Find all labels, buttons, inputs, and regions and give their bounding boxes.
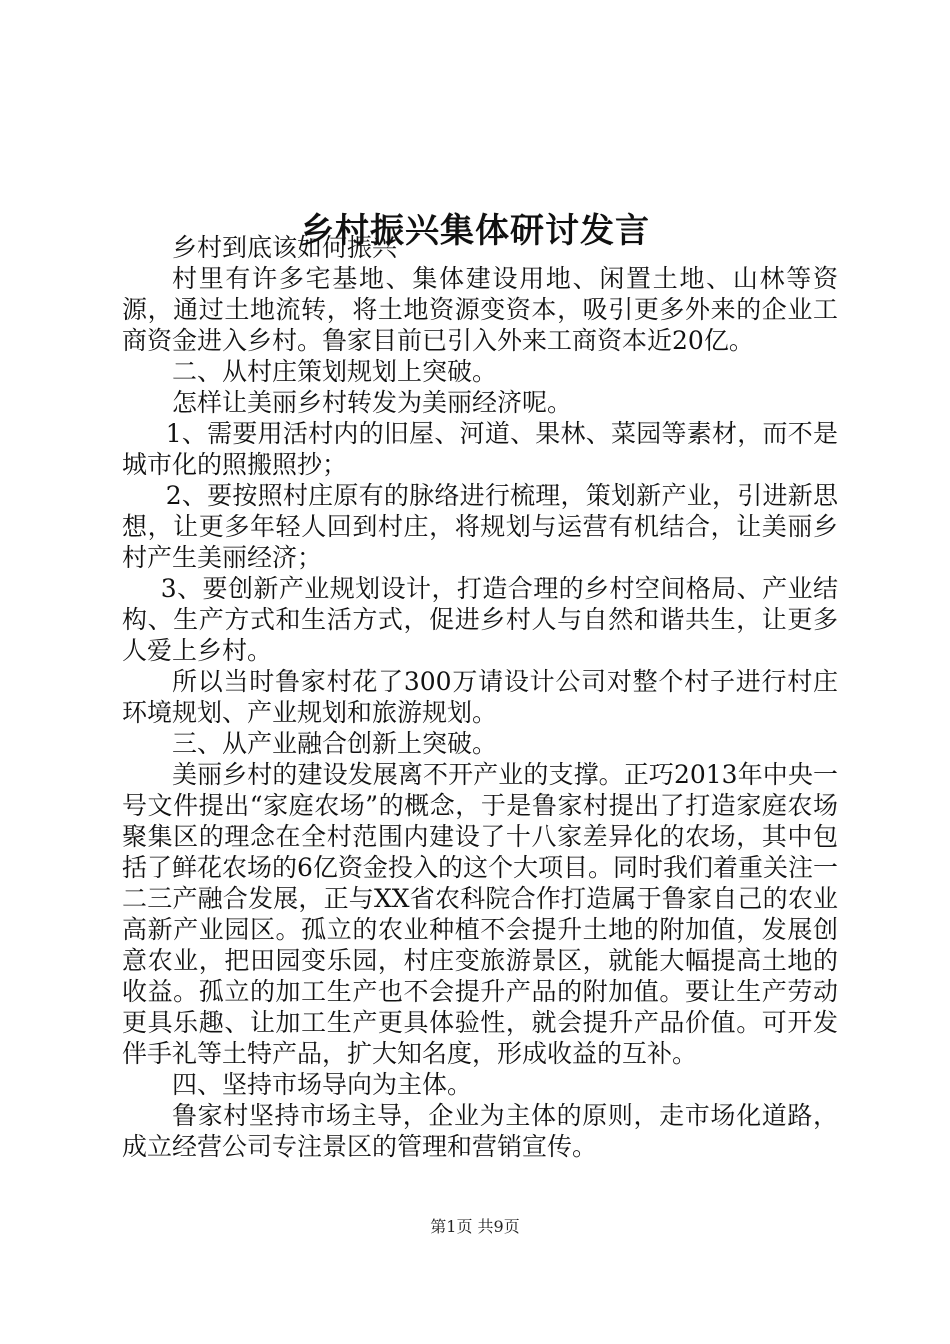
paragraph: 村里有许多宅基地、集体建设用地、闲置土地、山林等资源，通过土地流转，将土地资源变资本，吸引更多外来的企业工商资金进入乡村。鲁家目前已引入外来工商资本近20亿。 <box>122 264 838 355</box>
paragraph: 二、从村庄策划规划上突破。 <box>172 357 498 386</box>
paragraph: 乡村到底该如何振兴 <box>172 233 398 262</box>
paragraph: 2、要按照村庄原有的脉络进行梳理，策划新产业，引进新思想，让更多年轻人回到村庄，将规划与运营有机结合，让美丽乡村产生美丽经济； <box>122 481 838 572</box>
paragraph: 3、要创新产业规划设计，打造合理的乡村空间格局、产业结构、生产方式和生活方式，促进乡村人与自然和谐共生，让更多人爱上乡村。 <box>122 574 838 665</box>
paragraph: 四、坚持市场导向为主体。 <box>172 1070 473 1099</box>
paragraph: 怎样让美丽乡村转发为美丽经济呢。 <box>172 388 573 417</box>
paragraph: 美丽乡村的建设发展离不开产业的支撑。正巧2013年中央一号文件提出“家庭农场”的概念，于是鲁家村提出了打造家庭农场聚集区的理念在全村范围内建设了十八家差异化的农场，其中包括了鲜花农场的6亿资金投入的这个大项目。同时我们着重关注一二三产融合发展，正与XX省农科院合作打造属于鲁家自己的农业高新产业园区。孤立的农业种植不会提升土地的附加值，发展创意农业，把田园变乐园，村庄变旅游景区，就能大幅提高土地的收益。孤立的加工生产也不会提升产品的附加值。要让生产劳动更具乐趣、让加工生产更具体验性，就会提升产品价值。可开发伴手礼等土特产品，扩大知名度，形成收益的互补。 <box>122 760 838 1068</box>
paragraph: 三、从产业融合创新上突破。 <box>172 729 498 758</box>
page-footer: 第1页 共9页 <box>430 1217 520 1236</box>
document-body <box>122 232 838 1162</box>
paragraph: 鲁家村坚持市场主导，企业为主体的原则，走市场化道路，成立经营公司专注景区的管理和营销宣传。 <box>122 1101 838 1161</box>
document-title: 乡村振兴集体研讨发言 <box>300 210 650 251</box>
paragraph: 1、需要用活村内的旧屋、河道、果林、菜园等素材，而不是城市化的照搬照抄； <box>122 419 838 479</box>
paragraph: 所以当时鲁家村花了300万请设计公司对整个村子进行村庄环境规划、产业规划和旅游规划。 <box>122 667 838 727</box>
